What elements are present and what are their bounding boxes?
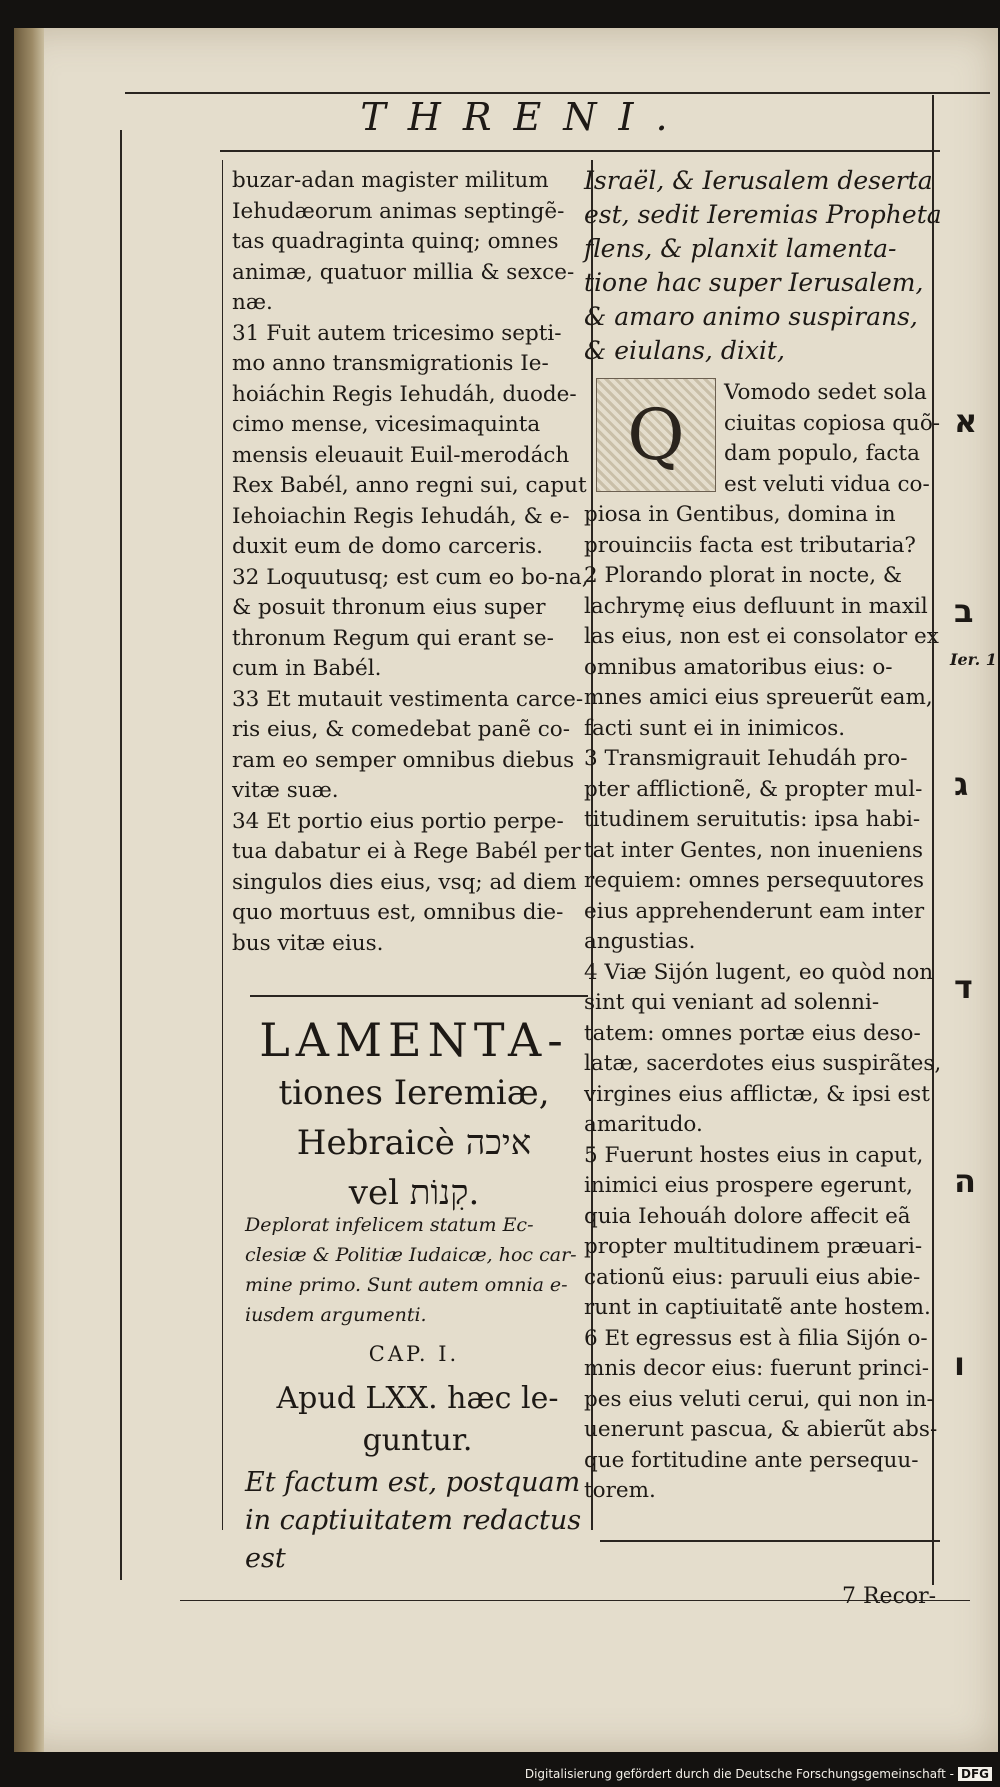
verse-34: 34 Et portio eius portio perpe-tua dabatur ei à Rege Babél per singulos dies eius, vsq; ad diem quo mortuus est, omnibus die-bus vitæ eius. xyxy=(232,808,581,956)
hebrew-letter-dalet: ד xyxy=(954,968,973,1006)
left-column-border xyxy=(222,160,223,1530)
footer-text: Digitalisierung gefördert durch die Deutsche Forschungsgemeinschaft - xyxy=(524,1767,954,1781)
verse-6: 6 Et egressus est à filia Sijón o-mnis decor eius: fuerunt princi-pes eius veluti cerui, qui non in-uenerunt pascua, & abierũt abs-que fortitudine ante persequu-torem. xyxy=(584,1325,938,1503)
title-separator xyxy=(250,995,588,997)
decorated-initial: Q xyxy=(596,378,716,492)
title-line-4: vel קִנוֹת. xyxy=(348,1173,480,1213)
hebrew-letter-vav: ו xyxy=(954,1345,965,1383)
chapter-heading: CAP. I. xyxy=(368,1342,460,1366)
dfg-logo: DFG xyxy=(958,1767,992,1781)
verse-5: 5 Fuerunt hostes eius in caput, inimici eius prospere egerunt, quia Iehouáh dolore affecit eã propter multitudinem præuari-cationũ eius: paruuli eius abie-runt in captiuitatẽ ante hostem. xyxy=(584,1142,931,1320)
verse-4: 4 Viæ Sijón lugent, eo quòd non sint qui veniant ad solenni-tatem: omnes portæ eius deso-latæ, sacerdotes eius suspirãtes, virgines eius afflictæ, & ipsi est amaritudo. xyxy=(584,959,942,1137)
title-line-1: LAMENTA- xyxy=(259,1013,569,1067)
bottom-rule xyxy=(600,1540,940,1542)
header-rule xyxy=(220,150,940,152)
left-border xyxy=(120,130,122,1580)
left-column xyxy=(232,166,590,959)
verse-33: 33 Et mutauit vestimenta carce-ris eius, & comedebat panẽ co-ram eo semper omnibus diebus vitæ suæ. xyxy=(232,686,584,803)
hebrew-letter-gimel: ג xyxy=(954,765,969,803)
hebrew-letter-bet: ב xyxy=(954,592,974,630)
verse-2: 2 Plorando plorat in nocte, & lachrymę eius defluunt in maxil las eius, non est ei consolator ex omnibus amatoribus eius: o-mnes amici eius spreuerũt eam, facti sunt ei in inimicos. xyxy=(584,563,939,741)
chapter-description: Deplorat infelicem statum Ec-clesiæ & Politiæ Iudaicæ, hoc car-mine primo. Sunt autem omnia e-iusdem argumenti. xyxy=(245,1214,577,1326)
verse-1: Vomodo sedet sola ciuitas copiosa quõ-dam populo, facta est veluti vidua co-piosa in Gentibus, domina in prouinciis facta est tributaria? xyxy=(584,380,941,558)
paragraph: buzar-adan magister militum Iehudæorum animas septingẽ-tas quadraginta quinq; omnes animæ, quatuor millia & sexce-næ. xyxy=(232,168,575,315)
verse-32: 32 Loquutusq; est cum eo bo-na, & posuit thronum eius super thronum Regum qui erant se-cum in Babél. xyxy=(232,564,589,681)
lxx-italic-text: Et factum est, postquam in captiuitatem redactus est xyxy=(245,1467,582,1574)
right-column xyxy=(584,164,944,1507)
top-rule xyxy=(125,92,990,94)
lxx-heading: Apud LXX. hæc le-guntur. xyxy=(276,1381,559,1458)
intro-italic: Israël, & Ierusalem deserta est, sedit Ieremias Propheta flens, & planxit lamenta-tione hac super Ierusalem, & amaro animo suspirans, & eiulans, dixit, xyxy=(584,166,942,365)
book-spine xyxy=(14,28,44,1752)
hebrew-letter-aleph: א xyxy=(954,402,978,440)
margin-note: Ier. 1 xyxy=(950,650,997,669)
hebrew-letter-he: ה xyxy=(954,1162,976,1200)
digitization-footer xyxy=(525,1767,992,1781)
verse-3: 3 Transmigrauit Iehudáh pro-pter afflictionẽ, & propter mul-titudinem seruitutis: ipsa habi-tat inter Gentes, non inueniens requiem: omnes persequutores eius apprehenderunt eam inter angustias. xyxy=(584,746,925,954)
running-head: THRENI. xyxy=(360,95,690,139)
title-line-3: Hebraicè איכה xyxy=(296,1123,532,1163)
catchword: 7 Recor- xyxy=(842,1584,937,1609)
title-block xyxy=(240,1012,588,1218)
verse-31: 31 Fuit autem tricesimo septi-mo anno transmigrationis Ie-hoiáchin Regis Iehudáh, duode-cimo mense, vicesimaquinta mensis eleuauit Euil-merodách Rex Babél, anno regni sui, caput Iehoiachin Regis Iehudáh, & e-duxit eum de domo carceris. xyxy=(232,320,587,559)
title-line-2: tiones Ieremiæ, xyxy=(278,1073,550,1113)
